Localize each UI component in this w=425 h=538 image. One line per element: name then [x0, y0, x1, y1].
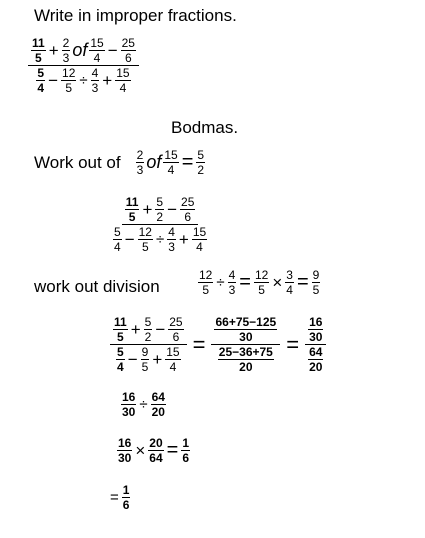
minus-sign: −	[48, 70, 59, 90]
fraction: $\frac{20}{64}$	[149, 436, 163, 465]
work-out-division-label: work out division	[34, 277, 160, 296]
minus-sign: −	[124, 229, 135, 249]
step2-expression	[110, 193, 210, 254]
fraction: $\frac{15}{4}$	[192, 225, 207, 254]
step5-expression	[116, 436, 191, 465]
minus-sign: −	[167, 199, 178, 219]
equals-sign: =	[239, 271, 251, 293]
plus-sign: +	[152, 349, 163, 369]
fraction: $\frac{15}{4}$	[166, 345, 180, 374]
fraction: $\frac{9}{5}$	[312, 268, 320, 297]
fraction: $\frac{4}{3}$	[228, 268, 236, 297]
plus-sign: +	[178, 229, 189, 249]
equals-sign: =	[181, 151, 194, 173]
fraction: $\frac{11}{5}$	[125, 195, 139, 224]
combined-fraction	[211, 315, 280, 374]
fraction: $\frac{5}{4}$	[37, 66, 45, 95]
plus-sign: +	[130, 319, 141, 339]
work-out-of-label: Work out of	[34, 152, 121, 172]
bodmas-text: Bodmas.	[171, 118, 239, 137]
simplified-fraction	[305, 315, 326, 374]
fraction: $\frac{5}{2}$	[156, 195, 164, 224]
fraction: $\frac{15}{4}$	[90, 36, 104, 65]
divide-sign: ÷	[79, 72, 88, 89]
fraction: $\frac{66+75-125}{30}$	[215, 315, 277, 344]
fraction: $\frac{12}{5}$	[199, 268, 213, 297]
fraction: $\frac{11}{5}$	[114, 315, 127, 344]
minus-sign: −	[155, 319, 166, 339]
heading-text: Write in improper fractions.	[34, 6, 237, 25]
fraction: $\frac{16}{30}$	[122, 390, 136, 419]
of-word: of	[72, 40, 88, 60]
fraction: $\frac{15}{4}$	[164, 148, 178, 177]
fraction: $\frac{12}{5}$	[254, 268, 269, 297]
fraction: $\frac{11}{5}$	[32, 36, 45, 65]
divide-sign: ÷	[139, 396, 148, 413]
fraction: $\frac{64}{20}$	[309, 345, 323, 374]
fraction: $\frac{1}{6}$	[122, 483, 130, 512]
divide-sign: ÷	[155, 231, 165, 248]
fraction: $\frac{2}{3}$	[136, 148, 144, 177]
fraction: $\frac{25-36+75}{20}$	[218, 345, 273, 374]
fraction: $\frac{5}{4}$	[114, 225, 121, 254]
fraction: $\frac{25}{6}$	[121, 36, 135, 65]
fraction: $\frac{5}{4}$	[117, 345, 124, 374]
equals-sign: =	[110, 489, 119, 506]
equals-sign: =	[296, 271, 309, 293]
fraction: $\frac{4}{3}$	[168, 225, 175, 254]
fraction: $\frac{3}{4}$	[286, 268, 293, 297]
fraction: $\frac{12}{5}$	[138, 225, 152, 254]
fraction: $\frac{9}{5}$	[141, 345, 149, 374]
step4-expression	[120, 390, 167, 419]
fraction: $\frac{5}{2}$	[197, 148, 205, 177]
plus-sign: +	[142, 199, 153, 219]
equals-sign: =	[166, 439, 179, 461]
division-expression	[197, 268, 321, 297]
fraction: $\frac{25}{6}$	[181, 195, 195, 224]
fraction: $\frac{12}{5}$	[62, 66, 76, 95]
equals-sign: =	[286, 331, 300, 357]
minus-sign: −	[107, 40, 118, 60]
plus-sign: +	[48, 40, 59, 60]
fraction: $\frac{2}{3}$	[62, 36, 70, 65]
divide-sign: ÷	[216, 274, 225, 291]
fraction: $\frac{16}{30}$	[309, 315, 323, 344]
fraction: $\frac{25}{6}$	[169, 315, 183, 344]
fraction: $\frac{64}{20}$	[151, 390, 165, 419]
work-out-of-line	[34, 148, 206, 177]
of-word: of	[146, 152, 162, 172]
fraction: $\frac{5}{2}$	[144, 315, 152, 344]
plus-sign: +	[102, 70, 113, 90]
fraction: $\frac{15}{4}$	[116, 66, 130, 95]
step3-expression	[110, 315, 326, 374]
times-sign: ×	[272, 272, 283, 292]
fraction: $\frac{4}{3}$	[91, 66, 99, 95]
minus-sign: −	[127, 349, 138, 369]
fraction: $\frac{1}{6}$	[182, 436, 190, 465]
fraction: $\frac{16}{30}$	[118, 436, 132, 465]
final-answer	[108, 483, 131, 512]
problem-expression	[28, 34, 139, 95]
equals-sign: =	[192, 331, 206, 357]
times-sign: ×	[135, 440, 146, 460]
